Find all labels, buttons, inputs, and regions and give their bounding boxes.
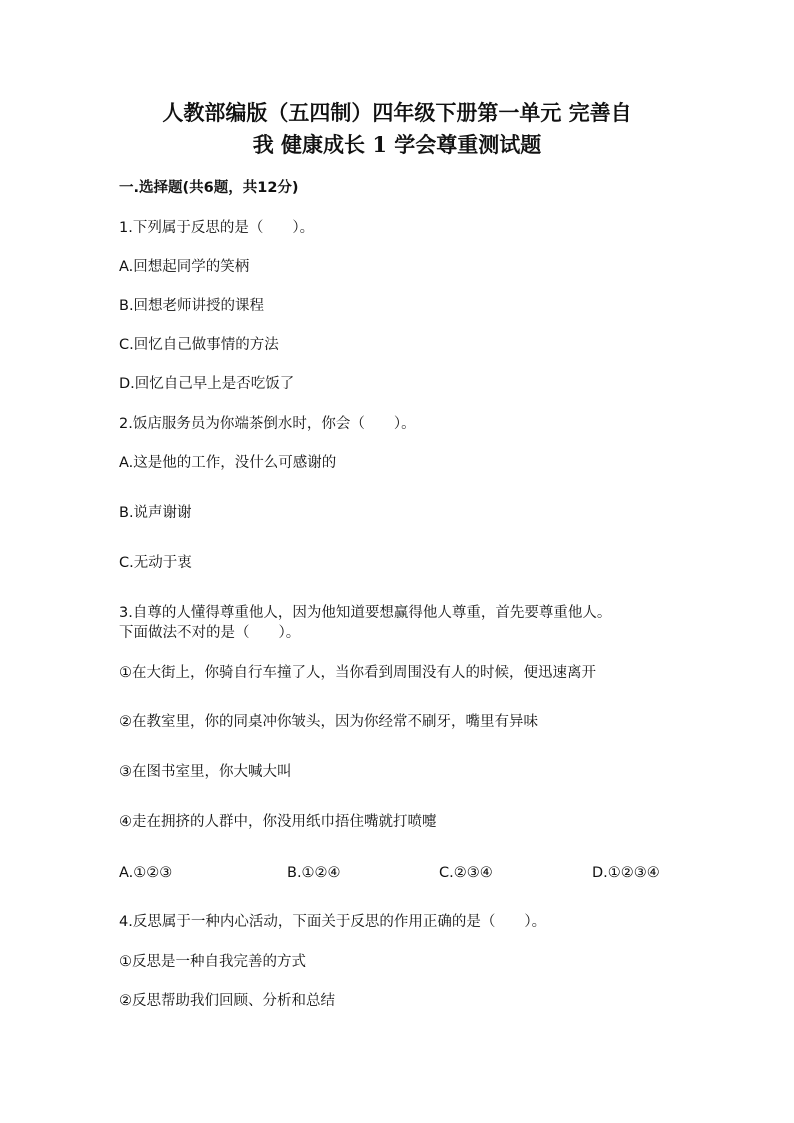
section-heading: 一.选择题(共6题，共12分) xyxy=(119,180,299,196)
question-1-stem: 1.下列属于反思的是（ ）。 xyxy=(119,220,315,236)
question-3-statement-2: ②在教室里，你的同桌冲你皱头，因为你经常不刷牙，嘴里有异味 xyxy=(119,714,538,730)
question-3-statement-3: ③在图书室里，你大喊大叫 xyxy=(119,764,292,780)
question-4-stem: 4.反思属于一种内心活动，下面关于反思的作用正确的是（ ）。 xyxy=(119,914,547,930)
question-2-option-b: B.说声谢谢 xyxy=(119,505,192,521)
question-4-statement-2: ②反思帮助我们回顾、分析和总结 xyxy=(119,993,335,1009)
question-1-option-d: D.回忆自己早上是否吃饭了 xyxy=(119,376,295,392)
question-3-option-b: B.①②④ xyxy=(287,865,341,881)
question-3-statement-4: ④走在拥挤的人群中，你没用纸巾捂住嘴就打喷嚏 xyxy=(119,814,437,830)
question-2-stem: 2.饭店服务员为你端茶倒水时，你会（ ）。 xyxy=(119,416,416,432)
page-title-line-1: 人教部编版（五四制）四年级下册第一单元 完善自 xyxy=(162,100,632,125)
question-3-option-c: C.②③④ xyxy=(439,865,493,881)
question-3-statement-1: ①在大街上，你骑自行车撞了人，当你看到周围没有人的时候，便迅速离开 xyxy=(119,665,596,681)
question-1-option-a: A.回想起同学的笑柄 xyxy=(119,259,250,275)
question-3-option-a: A.①②③ xyxy=(119,865,173,881)
question-3-stem-line-2: 下面做法不对的是（ ）。 xyxy=(119,625,301,641)
question-2-option-a: A.这是他的工作，没什么可感谢的 xyxy=(119,455,337,471)
question-3-stem-line-1: 3.自尊的人懂得尊重他人，因为他知道要想赢得他人尊重，首先要尊重他人。 xyxy=(119,605,612,621)
page-title-line-2: 我 健康成长 1 学会尊重测试题 xyxy=(252,132,542,157)
question-1-option-b: B.回想老师讲授的课程 xyxy=(119,298,265,314)
question-1-option-c: C.回忆自己做事情的方法 xyxy=(119,337,279,353)
question-4-statement-1: ①反思是一种自我完善的方式 xyxy=(119,954,306,970)
question-3-option-d: D.①②③④ xyxy=(592,865,660,881)
question-2-option-c: C.无动于衷 xyxy=(119,555,192,571)
